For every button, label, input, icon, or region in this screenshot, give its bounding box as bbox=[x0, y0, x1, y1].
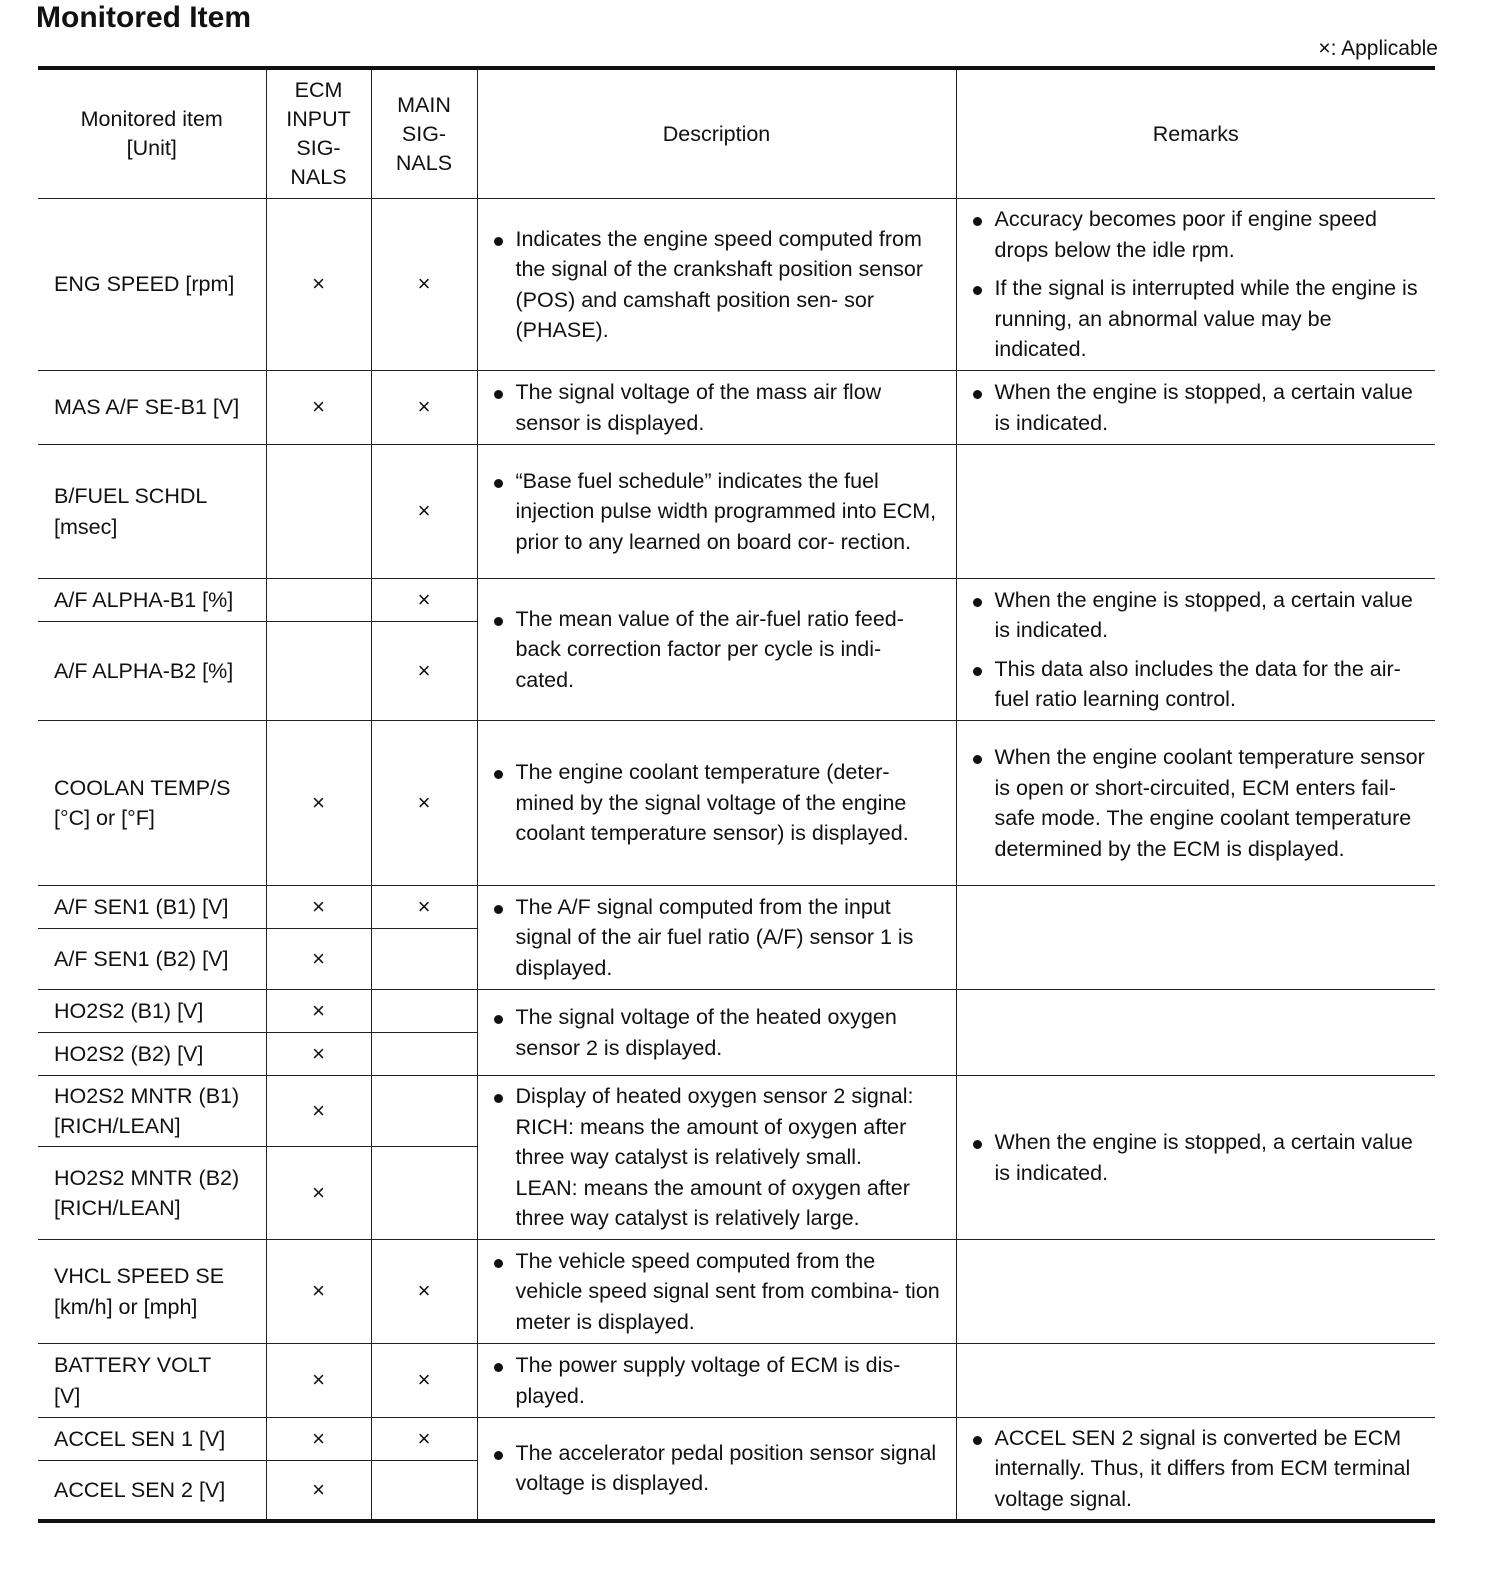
description-text: Display of heated oxygen sensor 2 signal: RICH: means the amount of oxygen after three way catalyst is relatively small. LEAN: means the amount of oxygen after three way catalyst is relatively large. bbox=[492, 1081, 946, 1234]
header-remarks: Remarks bbox=[956, 68, 1435, 199]
remarks-cell bbox=[956, 199, 1435, 371]
item-af-alpha-b1: A/F ALPHA-B1 [%] bbox=[38, 579, 266, 622]
remarks-cell-empty bbox=[956, 990, 1435, 1076]
description-text: “Base fuel schedule” indicates the fuel injection pulse width programmed into ECM, prior to any learned on board cor- rection. bbox=[492, 466, 946, 558]
main-mark: × bbox=[371, 886, 477, 929]
remarks-cell bbox=[956, 1076, 1435, 1240]
description-cell bbox=[477, 445, 956, 579]
header-ecm-input-signals: ECM INPUT SIG- NALS bbox=[266, 68, 371, 199]
item-battery-volt: BATTERY VOLT [V] bbox=[38, 1344, 266, 1418]
remark-text: When the engine is stopped, a certain value is indicated. bbox=[971, 377, 1426, 438]
main-mark: × bbox=[371, 445, 477, 579]
main-mark-empty bbox=[371, 929, 477, 990]
item-ho2s2-b2: HO2S2 (B2) [V] bbox=[38, 1033, 266, 1076]
table-row bbox=[38, 886, 1435, 929]
ecm-mark: × bbox=[266, 886, 371, 929]
table-row bbox=[38, 990, 1435, 1033]
description-cell bbox=[477, 1240, 956, 1344]
main-mark: × bbox=[371, 1344, 477, 1418]
header-description: Description bbox=[477, 68, 956, 199]
item-ho2s2-mntr-b1: HO2S2 MNTR (B1) [RICH/LEAN] bbox=[38, 1076, 266, 1147]
table-row bbox=[38, 721, 1435, 886]
ecm-mark: × bbox=[266, 1418, 371, 1461]
main-mark: × bbox=[371, 1418, 477, 1461]
monitored-item-table bbox=[38, 66, 1435, 1523]
remarks-cell bbox=[956, 721, 1435, 886]
remarks-cell bbox=[956, 579, 1435, 721]
remarks-cell-empty bbox=[956, 886, 1435, 990]
header-main-signals: MAIN SIG- NALS bbox=[371, 68, 477, 199]
description-text: The mean value of the air-fuel ratio feed- back correction factor per cycle is indi- cated. bbox=[492, 604, 946, 696]
description-cell bbox=[477, 199, 956, 371]
table-row bbox=[38, 371, 1435, 445]
header-row bbox=[38, 68, 1435, 199]
ecm-mark: × bbox=[266, 199, 371, 371]
description-text: The signal voltage of the mass air flow sensor is displayed. bbox=[492, 377, 946, 438]
main-mark: × bbox=[371, 721, 477, 886]
main-mark-empty bbox=[371, 1147, 477, 1240]
item-vhcl-speed: VHCL SPEED SE [km/h] or [mph] bbox=[38, 1240, 266, 1344]
remarks-cell bbox=[956, 1418, 1435, 1521]
legend: ×: Applicable bbox=[1318, 37, 1438, 60]
remark-text: When the engine is stopped, a certain value is indicated. bbox=[971, 1127, 1426, 1188]
table-row bbox=[38, 1418, 1435, 1461]
remark-text: If the signal is interrupted while the engine is running, an abnormal value may be indicated. bbox=[971, 273, 1426, 365]
item-ho2s2-mntr-b2: HO2S2 MNTR (B2) [RICH/LEAN] bbox=[38, 1147, 266, 1240]
ecm-mark-empty bbox=[266, 579, 371, 622]
item-eng-speed: ENG SPEED [rpm] bbox=[38, 199, 266, 371]
table-row bbox=[38, 1344, 1435, 1418]
main-mark: × bbox=[371, 622, 477, 721]
item-af-sen1-b1: A/F SEN1 (B1) [V] bbox=[38, 886, 266, 929]
remarks-cell-empty bbox=[956, 445, 1435, 579]
ecm-mark-empty bbox=[266, 445, 371, 579]
remark-text: This data also includes the data for the air-fuel ratio learning control. bbox=[971, 654, 1426, 715]
ecm-mark: × bbox=[266, 990, 371, 1033]
page-title: Monitored Item bbox=[36, 1, 251, 34]
remark-text: When the engine coolant temperature sensor is open or short-circuited, ECM enters fail-safe mode. The engine coolant temperature determined by the ECM is displayed. bbox=[971, 742, 1426, 864]
item-accel-sen1: ACCEL SEN 1 [V] bbox=[38, 1418, 266, 1461]
item-mas-af: MAS A/F SE-B1 [V] bbox=[38, 371, 266, 445]
description-cell bbox=[477, 721, 956, 886]
description-cell bbox=[477, 579, 956, 721]
ecm-mark: × bbox=[266, 1033, 371, 1076]
item-af-alpha-b2: A/F ALPHA-B2 [%] bbox=[38, 622, 266, 721]
main-mark-empty bbox=[371, 990, 477, 1033]
description-cell bbox=[477, 371, 956, 445]
ecm-mark: × bbox=[266, 1147, 371, 1240]
item-accel-sen2: ACCEL SEN 2 [V] bbox=[38, 1461, 266, 1521]
description-cell bbox=[477, 1418, 956, 1521]
ecm-mark: × bbox=[266, 1076, 371, 1147]
remarks-cell bbox=[956, 371, 1435, 445]
item-af-sen1-b2: A/F SEN1 (B2) [V] bbox=[38, 929, 266, 990]
description-cell bbox=[477, 886, 956, 990]
ecm-mark: × bbox=[266, 721, 371, 886]
main-mark-empty bbox=[371, 1461, 477, 1521]
header-monitored-item: Monitored item [Unit] bbox=[38, 68, 266, 199]
table-row bbox=[38, 1076, 1435, 1147]
ecm-mark: × bbox=[266, 1344, 371, 1418]
item-ho2s2-b1: HO2S2 (B1) [V] bbox=[38, 990, 266, 1033]
main-mark: × bbox=[371, 579, 477, 622]
ecm-mark: × bbox=[266, 371, 371, 445]
ecm-mark: × bbox=[266, 1461, 371, 1521]
description-text: The engine coolant temperature (deter- mined by the signal voltage of the engine coolant temperature sensor) is displayed. bbox=[492, 757, 946, 849]
remark-text: Accuracy becomes poor if engine speed drops below the idle rpm. bbox=[971, 204, 1426, 265]
table-row bbox=[38, 579, 1435, 622]
description-text: The A/F signal computed from the input signal of the air fuel ratio (A/F) sensor 1 is displayed. bbox=[492, 892, 946, 984]
description-text: The signal voltage of the heated oxygen sensor 2 is displayed. bbox=[492, 1002, 946, 1063]
remark-text: When the engine is stopped, a certain value is indicated. bbox=[971, 585, 1426, 646]
description-cell bbox=[477, 1344, 956, 1418]
table-row bbox=[38, 445, 1435, 579]
main-mark-empty bbox=[371, 1033, 477, 1076]
ecm-mark: × bbox=[266, 929, 371, 990]
remarks-cell-empty bbox=[956, 1240, 1435, 1344]
main-mark: × bbox=[371, 371, 477, 445]
table-row bbox=[38, 1240, 1435, 1344]
item-bfuel-schdl: B/FUEL SCHDL [msec] bbox=[38, 445, 266, 579]
description-text: The vehicle speed computed from the vehicle speed signal sent from combina- tion meter is displayed. bbox=[492, 1246, 946, 1338]
remarks-cell-empty bbox=[956, 1344, 1435, 1418]
description-text: Indicates the engine speed computed from the signal of the crankshaft position sensor (POS) and camshaft position sen- sor (PHASE). bbox=[492, 224, 946, 346]
description-text: The power supply voltage of ECM is dis- played. bbox=[492, 1350, 946, 1411]
item-coolan-temp: COOLAN TEMP/S [°C] or [°F] bbox=[38, 721, 266, 886]
main-mark: × bbox=[371, 199, 477, 371]
remark-text: ACCEL SEN 2 signal is converted be ECM internally. Thus, it differs from ECM terminal voltage signal. bbox=[971, 1423, 1426, 1515]
table-row bbox=[38, 199, 1435, 371]
ecm-mark: × bbox=[266, 1240, 371, 1344]
main-mark: × bbox=[371, 1240, 477, 1344]
ecm-mark-empty bbox=[266, 622, 371, 721]
description-cell bbox=[477, 990, 956, 1076]
description-cell bbox=[477, 1076, 956, 1240]
main-mark-empty bbox=[371, 1076, 477, 1147]
description-text: The accelerator pedal position sensor signal voltage is displayed. bbox=[492, 1438, 946, 1499]
